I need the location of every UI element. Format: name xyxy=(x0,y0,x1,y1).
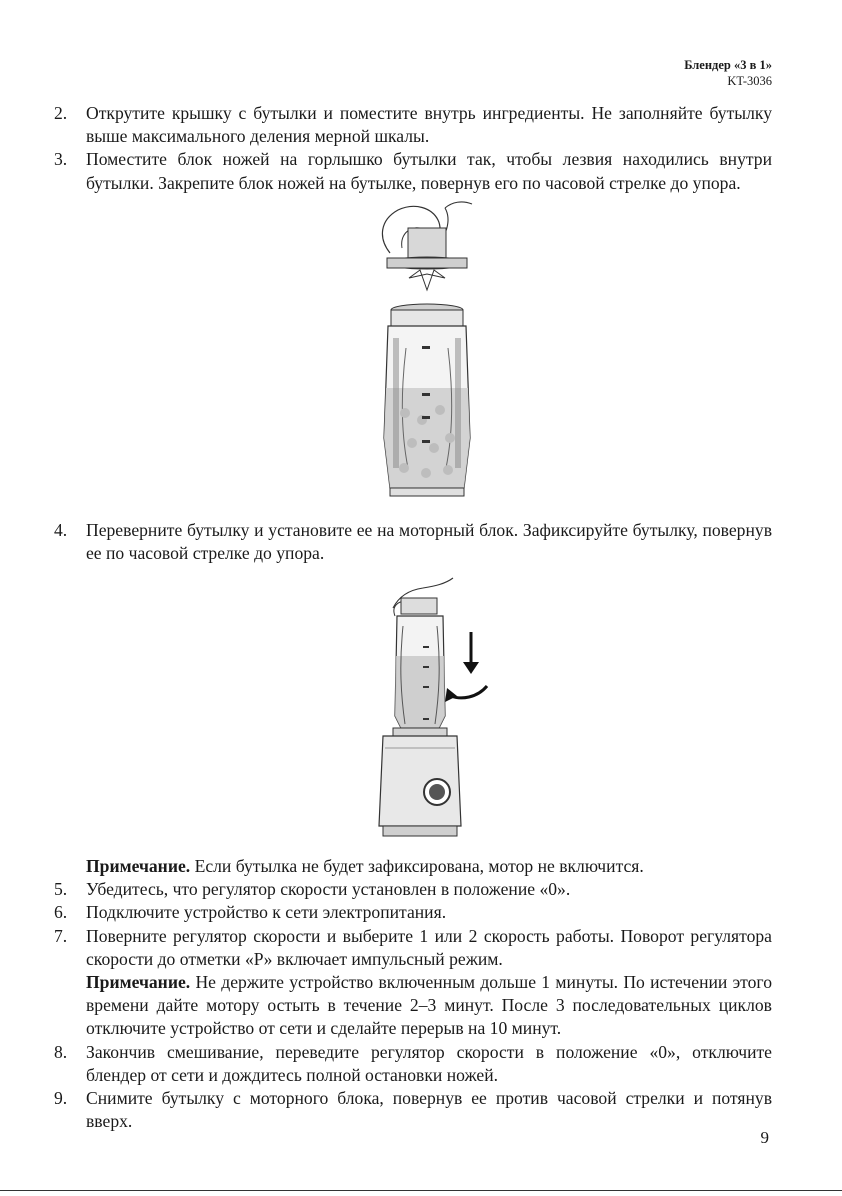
step-text: Переверните бутылку и установите ее на моторный блок. Зафиксируйте бутылку, повернув ее по часовой стрелке до упора. xyxy=(86,520,772,564)
product-title: Блендер «3 в 1» xyxy=(684,58,772,72)
step-3 xyxy=(54,148,772,194)
step-text: Поверните регулятор скорости и выберите 1 или 2 скорость работы. Поворот регулятора скорости до отметки «P» включает импульсный режим. xyxy=(86,925,772,969)
running-header xyxy=(684,57,772,89)
step-number: 7. xyxy=(54,925,68,946)
note-label: Примечание. xyxy=(86,972,191,993)
note-1 xyxy=(54,855,772,878)
steps-bottom xyxy=(54,855,772,1133)
step-5 xyxy=(54,878,772,901)
step-number: 2. xyxy=(54,103,68,123)
step-2 xyxy=(54,102,772,148)
step-8 xyxy=(54,1041,772,1087)
step-number: 3. xyxy=(54,149,68,170)
note-2 xyxy=(54,971,772,1041)
step-number: 4. xyxy=(54,520,68,540)
step-text: Закончив смешивание, переведите регулятор скорости в положение «0», отключите блендер от сети и дождитесь полной остановки ножей. xyxy=(86,1041,772,1085)
step-7 xyxy=(54,925,772,971)
steps-top xyxy=(54,102,772,195)
step-number: 5. xyxy=(54,879,68,900)
step-number: 6. xyxy=(54,902,68,923)
step-text: Подключите устройство к сети электропитания. xyxy=(86,902,447,923)
step-4-block xyxy=(54,519,772,565)
step-text: Убедитесь, что регулятор скорости установлен в положение «0». xyxy=(86,879,571,900)
model-number: KT-3036 xyxy=(727,74,772,88)
step-number: 9. xyxy=(54,1088,68,1109)
step-text: Снимите бутылку с моторного блока, повернув ее против часовой стрелки и потянув вверх. xyxy=(86,1088,772,1132)
step-4 xyxy=(54,519,772,565)
step-number: 8. xyxy=(54,1041,68,1062)
step-text: Поместите блок ножей на горлышко бутылки так, чтобы лезвия находились внутри бутылки. Закрепите блок ножей на бутылке, повернув его по часовой стрелке до упора. xyxy=(86,149,772,193)
page-number: 9 xyxy=(760,1128,769,1147)
step-text: Открутите крышку с бутылки и поместите внутрь ингредиенты. Не заполняйте бутылку выше максимального деления мерной шкалы. xyxy=(86,103,772,147)
note-label: Примечание. xyxy=(86,856,191,876)
step-6 xyxy=(54,901,772,924)
note-text: Не держите устройство включенным дольше 1 минуты. По истечении этого времени дайте мотору остыть в течение 2–3 минут. После 3 последовательных циклов отключите устройство от сети и сделайте перерыв на 10 минут. xyxy=(86,972,772,1039)
motor-base-illustration xyxy=(365,576,495,840)
page-bottom-rule xyxy=(0,1190,842,1191)
step-9 xyxy=(54,1087,772,1133)
note-text: Если бутылка не будет зафиксирована, мотор не включится. xyxy=(190,856,644,876)
bottle-blade-illustration xyxy=(360,198,490,500)
